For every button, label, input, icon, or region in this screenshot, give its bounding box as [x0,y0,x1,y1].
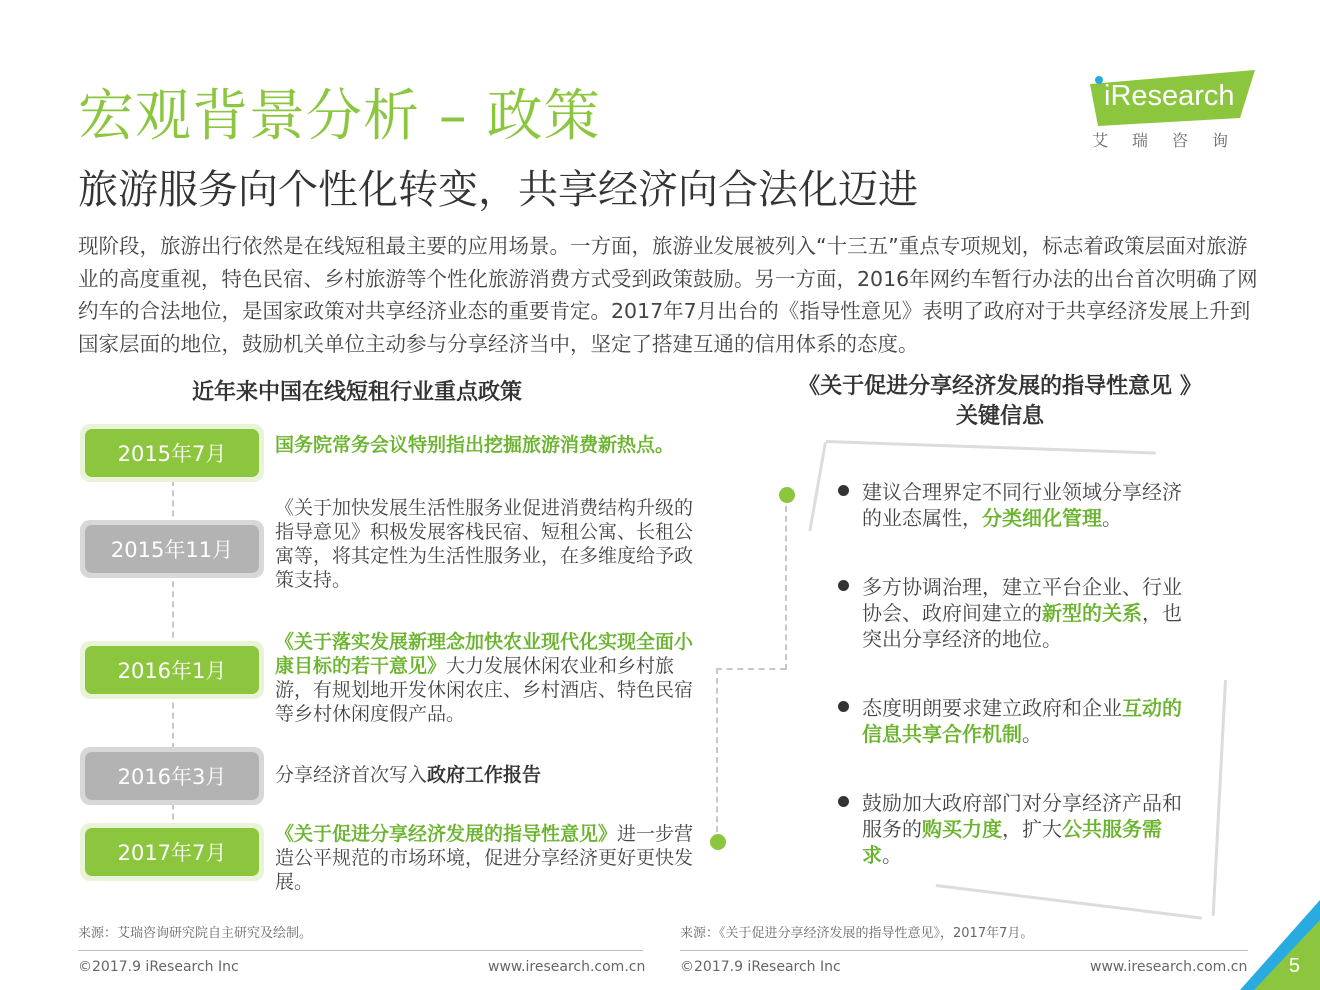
bullet-dot-icon [838,796,849,807]
corner-decoration [1240,900,1320,990]
bullet-highlight: 互动的信息共享合作机制 [862,696,1182,746]
bullet-highlight: 新型的关系 [1042,601,1142,625]
connector-vertical-left [716,668,718,842]
key-info-heading-line2: 关键信息 [955,404,1044,429]
page-title: 宏观背景分析 – 政策 [78,84,601,149]
footer-divider-right [680,950,1248,951]
frame-line-top [826,440,1156,455]
bullet-dot-icon [838,580,849,591]
connector-dot-top [779,487,795,503]
page-number: 5 [1288,955,1300,977]
footer-url-left[interactable]: www.iresearch.com.cn [488,959,646,975]
bullet-text: 态度明朗要求建立政府和企业 [862,696,1122,720]
logo-cn-text: 艾瑞咨询 [1092,131,1253,150]
timeline-date-label: 2016年1月 [85,646,259,694]
timeline-text-highlight: 国务院常务会议特别指出挖掘旅游消费新热点。 [275,434,675,456]
source-left: 来源：艾瑞咨询研究院自主研究及绘制。 [78,926,313,941]
bullet-text-end: 。 [1102,506,1122,530]
timeline-date-label: 2015年11月 [85,525,259,573]
footer-copyright-right: ©2017.9 iResearch Inc [680,959,841,975]
bullet-text-end: ，也突出分享经济的地位。 [862,601,1182,651]
connector-vertical-right [785,496,787,670]
bullet-text: 建议合理界定不同行业领域分享经济的业态属性， [862,480,1182,530]
bullet-dot-icon [838,701,849,712]
key-info-heading-line1: 《关于促进分享经济发展的指导性意见 》 [798,374,1202,399]
bullet-text: 鼓励加大政府部门对分享经济产品和服务的 [862,791,1182,841]
timeline-date-5 [80,823,264,881]
logo-text: iResearch [1104,80,1235,112]
frame-line-left [808,442,827,531]
iresearch-logo [1090,70,1260,160]
timeline-date-4 [80,747,264,805]
timeline-text-body: 分享经济首次写入 [275,764,428,786]
bullet-text-end: 。 [882,843,902,867]
timeline-text-3 [275,630,705,726]
timeline-text-5 [275,822,705,894]
timeline-text-body: 进一步营造公平规范的市场环境，促进分享经济更好更快发展。 [275,823,694,893]
timeline-text-2 [275,496,705,592]
key-info-bullet-1 [838,479,1198,531]
timeline-text-highlight: 《关于落实发展新理念加快农业现代化实现全面小康目标的若干意见》 [275,631,694,677]
timeline-text-1 [275,433,705,457]
key-info-bullet-4 [838,790,1198,868]
bullet-highlight: 购买力度 [922,817,1002,841]
bullet-highlight: 分类细化管理 [982,506,1102,530]
key-info-heading [755,372,1245,432]
timeline-date-label: 2015年7月 [85,429,259,477]
bullet-text-mid: ，扩大 [1002,817,1062,841]
timeline-date-3 [80,641,264,699]
source-right: 来源：《关于促进分享经济发展的指导性意见》，2017年7月。 [680,926,1034,941]
footer-copyright-left: ©2017.9 iResearch Inc [78,959,239,975]
connector-horizontal [716,668,786,670]
timeline-text-4 [275,763,705,787]
bullet-text-end: 。 [1022,722,1042,746]
timeline-date-label: 2017年7月 [85,828,259,876]
intro-paragraph: 现阶段，旅游出行依然是在线短租最主要的应用场景。一方面，旅游业发展被列入“十三五”重点专项规划，标志着政策层面对旅游业的高度重视，特色民宿、乡村旅游等个性化旅游消费方式受到政策鼓励。另一方面，2016年网约车暂行办法的出台首次明确了网约车的合法地位，是国家政策对共享经济业态的重要肯定。2017年7月出台的《指导性意见》表明了政府对于共享经济发展上升到国家层面的地位，鼓励机关单位主动参与分享经济当中，坚定了搭建互通的信用体系的态度。 [78,234,1258,356]
timeline-text-body: 《关于加快发展生活性服务业促进消费结构升级的指导意见》积极发展客栈民宿、短租公寓、长租公寓等，将其定性为生活性服务业，在多维度给予政策支持。 [275,497,694,591]
bullet-text: 多方协调治理，建立平台企业、行业协会、政府间建立的 [862,575,1182,625]
timeline-date-label: 2016年3月 [85,752,259,800]
frame-line-bottom [936,884,1202,920]
key-info-bullet-3 [838,695,1198,747]
bullet-dot-icon [838,485,849,496]
timeline-heading: 近年来中国在线短租行业重点政策 [192,380,523,405]
page-subtitle: 旅游服务向个性化转变，共享经济向合法化迈进 [78,167,918,213]
connector-dot-bottom [710,834,726,850]
footer-divider-left [78,950,643,951]
key-info-bullet-2 [838,574,1198,652]
timeline-date-1 [80,424,264,482]
bullet-highlight-2: 公共服务需求 [862,817,1162,867]
frame-line-right [1212,680,1227,916]
timeline-date-2 [80,520,264,578]
timeline-text-body: 大力发展休闲农业和乡村旅游，有规划地开发休闲农庄、乡村酒店、特色民宿等乡村休闲度假产品。 [275,655,694,725]
timeline-text-highlight: 《关于促进分享经济发展的指导性意见》 [275,823,618,845]
timeline-text-bold: 政府工作报告 [427,764,542,786]
footer-url-right[interactable]: www.iresearch.com.cn [1090,959,1248,975]
